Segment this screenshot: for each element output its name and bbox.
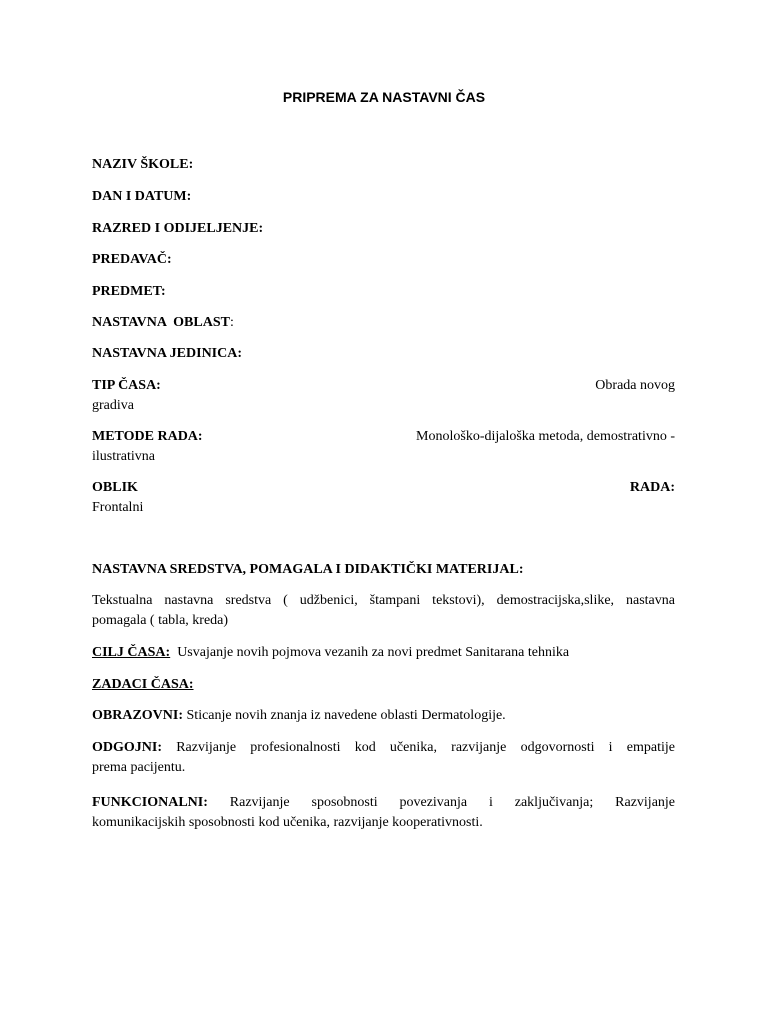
oblik-rada-block: [92, 480, 675, 516]
oblik-rada-label-right: RADA:: [629, 480, 675, 495]
metode-rada-block: [92, 429, 675, 465]
funkcionalni-text-line2: komunikacijskih sposobnosti kod učenika, razvijanje kooperativnosti.: [92, 815, 483, 830]
metode-rada-value-continued: ilustrativna: [92, 449, 155, 464]
zadaci-funkcionalni-line1: [92, 795, 675, 811]
metode-rada-label: METODE RADA:: [92, 429, 203, 444]
nastavna-oblast-colon: :: [229, 315, 234, 330]
obrazovni-label: OBRAZOVNI:: [92, 708, 184, 723]
field-predmet: PREDMET:: [92, 284, 166, 299]
obrazovni-text: Sticanje novih znanja iz navedene oblasti Dermatologije.: [186, 708, 506, 723]
sredstva-text-line2: pomagala ( tabla, kreda): [92, 613, 229, 628]
funkcionalni-label: FUNKCIONALNI:: [92, 795, 208, 810]
tip-casa-label: TIP ČASA:: [92, 378, 161, 393]
tip-casa-value: Obrada novog: [595, 378, 675, 393]
cilj-casa-label: CILJ ČASA:: [92, 645, 171, 660]
zadaci-heading: ZADACI ČASA:: [92, 677, 194, 692]
field-nastavna-oblast: [92, 315, 675, 331]
nastavna-oblast-label: NASTAVNA OBLAST: [92, 315, 230, 330]
oblik-rada-label-left: OBLIK: [92, 480, 138, 495]
tip-casa-value-continued: gradiva: [92, 398, 134, 413]
odgojni-text-line2: prema pacijentu.: [92, 760, 186, 775]
field-nastavna-jedinica: NASTAVNA JEDINICA:: [92, 346, 243, 361]
field-razred: RAZRED I ODIJELJENJE:: [92, 221, 264, 236]
sredstva-heading: NASTAVNA SREDSTVA, POMAGALA I DIDAKTIČKI MATERIJAL:: [92, 562, 524, 577]
zadaci-obrazovni: [92, 708, 675, 724]
odgojni-label: ODGOJNI:: [92, 740, 162, 755]
cilj-casa-text: Usvajanje novih pojmova vezanih za novi predmet Sanitarana tehnika: [177, 645, 570, 660]
document-title: PRIPREMA ZA NASTAVNI ČAS: [282, 89, 486, 105]
field-predavac: PREDAVAČ:: [92, 252, 172, 267]
field-dan-i-datum: DAN I DATUM:: [92, 189, 192, 204]
cilj-casa: [92, 645, 675, 661]
oblik-rada-value: Frontalni: [92, 500, 144, 515]
tip-casa-block: [92, 378, 675, 414]
zadaci-odgojni-line1: [92, 740, 675, 756]
metode-rada-value: Monološko-dijaloška metoda, demostrativno -: [416, 429, 675, 444]
funkcionalni-text-line1: Razvijanje sposobnosti povezivanja i zaključivanja; Razvijanje: [229, 795, 676, 810]
field-naziv-skole: NAZIV ŠKOLE:: [92, 157, 194, 172]
odgojni-text-line1: Razvijanje profesionalnosti kod učenika, razvijanje odgovornosti i empatije: [176, 740, 675, 755]
sredstva-text-line1: Tekstualna nastavna sredstva ( udžbenici, štampani tekstovi), demostracijska,slike, nastavna: [92, 593, 675, 608]
